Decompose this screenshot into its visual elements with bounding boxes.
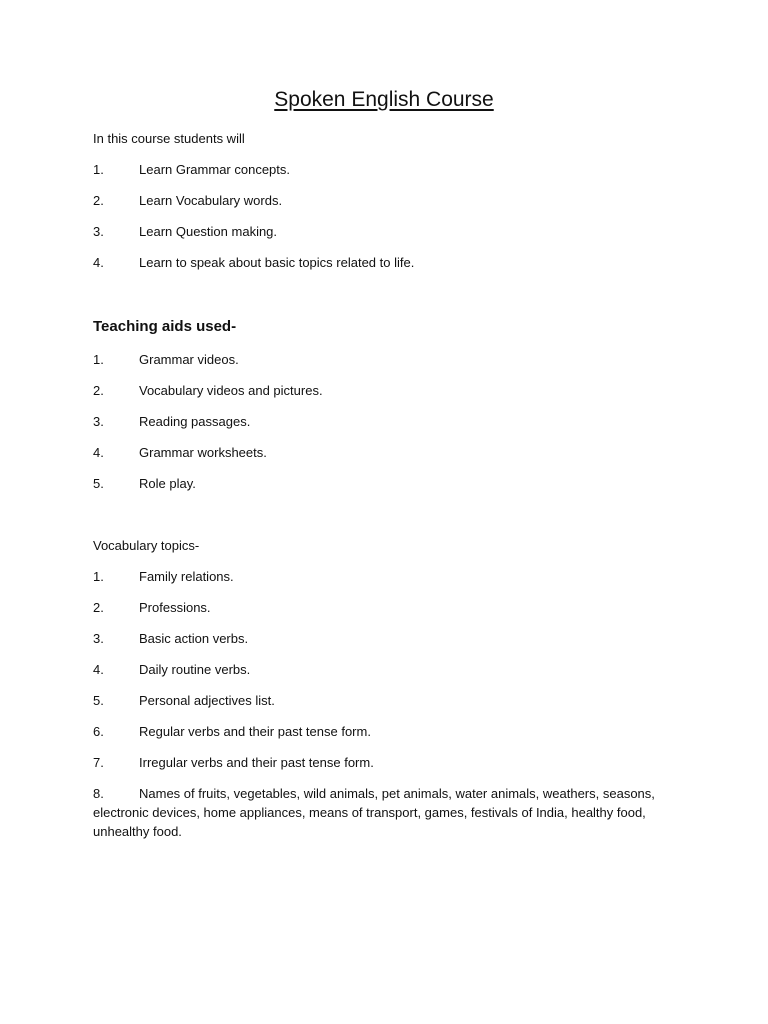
aid-number: 5. bbox=[93, 476, 104, 491]
page-title: Spoken English Course bbox=[274, 88, 494, 111]
vocab-number: 5. bbox=[93, 693, 104, 708]
vocab-item: Personal adjectives list. bbox=[139, 693, 275, 708]
vocab-number: 1. bbox=[93, 569, 104, 584]
vocab-item: Professions. bbox=[139, 600, 211, 615]
goal-number: 2. bbox=[93, 193, 104, 208]
goal-item: Learn Grammar concepts. bbox=[139, 162, 291, 177]
vocab-number: 8. bbox=[93, 786, 104, 801]
goal-item: Learn Question making. bbox=[139, 224, 278, 239]
vocab-number: 4. bbox=[93, 662, 104, 677]
aid-item: Role play. bbox=[139, 476, 196, 491]
vocab-item: Family relations. bbox=[139, 569, 234, 584]
aid-number: 4. bbox=[93, 445, 104, 460]
teaching-aids-heading: Teaching aids used- bbox=[93, 318, 237, 335]
vocab-number: 2. bbox=[93, 600, 104, 615]
vocab-number: 3. bbox=[93, 631, 104, 646]
aid-number: 2. bbox=[93, 383, 104, 398]
vocab-item-long bbox=[93, 784, 673, 841]
aid-item: Grammar videos. bbox=[139, 352, 239, 367]
goal-number: 1. bbox=[93, 162, 104, 177]
goal-item: Learn Vocabulary words. bbox=[139, 193, 283, 208]
vocab-topics-heading: Vocabulary topics- bbox=[93, 538, 200, 553]
vocab-number: 6. bbox=[93, 724, 104, 739]
aid-item: Vocabulary videos and pictures. bbox=[139, 383, 323, 398]
vocab-item: Regular verbs and their past tense form. bbox=[139, 724, 371, 739]
goal-number: 4. bbox=[93, 255, 104, 270]
aid-item: Grammar worksheets. bbox=[139, 445, 267, 460]
vocab-item: Daily routine verbs. bbox=[139, 662, 251, 677]
aid-item: Reading passages. bbox=[139, 414, 251, 429]
intro-text: In this course students will bbox=[93, 131, 245, 146]
goal-number: 3. bbox=[93, 224, 104, 239]
vocab-item: Basic action verbs. bbox=[139, 631, 249, 646]
aid-number: 1. bbox=[93, 352, 104, 367]
vocab-item-text: Names of fruits, vegetables, wild animals, pet animals, water animals, weathers, seasons, electronic devices, home appliances, means of transport, games, festivals of India, healthy food, unhealthy food. bbox=[93, 786, 655, 839]
vocab-number: 7. bbox=[93, 755, 104, 770]
vocab-item: Irregular verbs and their past tense form. bbox=[139, 755, 374, 770]
aid-number: 3. bbox=[93, 414, 104, 429]
goal-item: Learn to speak about basic topics related to life. bbox=[139, 255, 415, 270]
